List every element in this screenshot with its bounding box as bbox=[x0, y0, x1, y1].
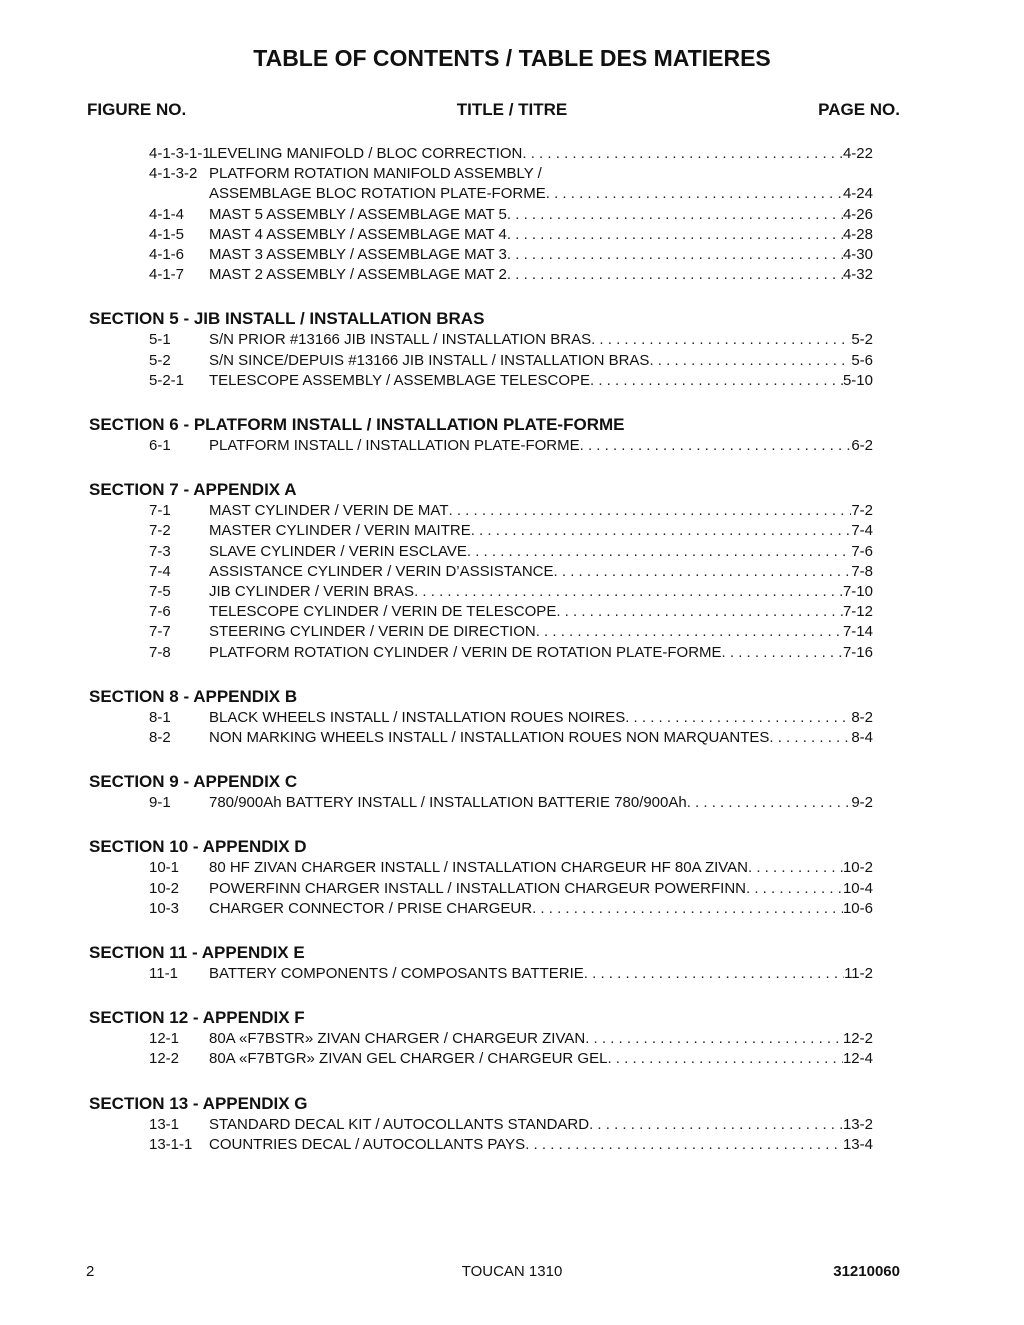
entry-title: CHARGER CONNECTOR / PRISE CHARGEUR bbox=[209, 899, 533, 917]
dot-leader bbox=[471, 522, 852, 539]
entry-title: MAST 5 ASSEMBLY / ASSEMBLAGE MAT 5 bbox=[209, 205, 507, 223]
entry-title: BLACK WHEELS INSTALL / INSTALLATION ROUES NOIRES bbox=[209, 708, 626, 726]
page-number: 13-4 bbox=[842, 1135, 873, 1153]
page-number: 12-4 bbox=[842, 1050, 873, 1068]
entry-line bbox=[209, 1136, 873, 1153]
entry-line bbox=[209, 185, 873, 202]
toc-entry bbox=[149, 623, 873, 643]
figure-number: 13-1-1 bbox=[149, 1135, 193, 1153]
entry-title: PLATFORM ROTATION MANIFOLD ASSEMBLY / bbox=[209, 165, 542, 183]
figure-number: 4-1-3-1-1 bbox=[149, 145, 211, 162]
toc-entry bbox=[149, 1050, 873, 1070]
entry-title: POWERFINN CHARGER INSTALL / INSTALLATION CHARGEUR POWERFINN bbox=[209, 879, 746, 897]
section-heading: SECTION 7 - APPENDIX A bbox=[89, 480, 297, 500]
page-title: TABLE OF CONTENTS / TABLE DES MATIERES bbox=[253, 45, 771, 71]
entry-line bbox=[209, 1116, 873, 1133]
toc-entry bbox=[149, 206, 873, 226]
dot-leader bbox=[649, 352, 851, 369]
entry-title: BATTERY COMPONENTS / COMPOSANTS BATTERIE bbox=[209, 965, 584, 982]
dot-leader bbox=[769, 729, 851, 746]
figure-number: 6-1 bbox=[149, 437, 171, 454]
page-number: 7-6 bbox=[851, 542, 873, 560]
entry-title: ASSISTANCE CYLINDER / VERIN D’ASSISTANCE bbox=[209, 562, 554, 580]
dot-leader bbox=[554, 563, 852, 580]
page-number: 4-26 bbox=[842, 205, 873, 223]
page-number: 8-4 bbox=[851, 729, 873, 746]
column-header-title: TITLE / TITRE bbox=[456, 100, 568, 119]
figure-number: 7-8 bbox=[149, 643, 171, 661]
figure-number: 7-1 bbox=[149, 502, 171, 520]
entry-line bbox=[209, 794, 873, 811]
toc-entry bbox=[149, 145, 873, 165]
entry-title: 80A «F7BSTR» ZIVAN CHARGER / CHARGEUR ZIVAN bbox=[209, 1030, 586, 1048]
toc-entry bbox=[149, 709, 873, 729]
entry-title: JIB CYLINDER / VERIN BRAS bbox=[209, 583, 415, 600]
figure-number: 4-1-4 bbox=[149, 205, 185, 223]
entry-title: NON MARKING WHEELS INSTALL / INSTALLATION ROUES NON MARQUANTES bbox=[209, 729, 770, 746]
toc-entry bbox=[149, 794, 873, 814]
page-number: 8-2 bbox=[851, 708, 873, 726]
page-number: 10-4 bbox=[842, 879, 873, 897]
section-heading: SECTION 6 - PLATFORM INSTALL / INSTALLATION PLATE-FORME bbox=[89, 415, 625, 434]
section-heading: SECTION 12 - APPENDIX F bbox=[89, 1008, 305, 1028]
figure-number: 12-1 bbox=[149, 1030, 180, 1048]
entry-line bbox=[209, 145, 873, 162]
page-number: 7-14 bbox=[842, 623, 873, 641]
dot-leader bbox=[746, 880, 843, 897]
footer-page-number: 2 bbox=[86, 1263, 95, 1280]
page-number: 4-28 bbox=[842, 225, 873, 243]
figure-number: 7-7 bbox=[149, 623, 171, 641]
dot-leader bbox=[591, 331, 851, 348]
entry-line bbox=[209, 266, 873, 283]
footer-model: TOUCAN 1310 bbox=[461, 1263, 563, 1280]
page-number: 11-2 bbox=[844, 965, 873, 982]
dot-leader bbox=[507, 266, 843, 283]
toc-entry bbox=[149, 246, 873, 266]
toc-entry bbox=[149, 644, 873, 664]
entry-line bbox=[209, 226, 873, 243]
page-number: 10-2 bbox=[842, 859, 873, 877]
entry-line bbox=[209, 644, 873, 661]
figure-number: 13-1 bbox=[149, 1115, 180, 1133]
dot-leader bbox=[522, 145, 843, 162]
entry-line bbox=[209, 859, 873, 876]
toc-entry bbox=[149, 331, 873, 351]
page-number: 4-22 bbox=[842, 145, 873, 162]
entry-line bbox=[209, 603, 873, 620]
toc-entry bbox=[149, 165, 873, 185]
toc-entry bbox=[149, 437, 873, 457]
dot-leader bbox=[414, 583, 843, 600]
figure-number: 9-1 bbox=[149, 794, 171, 812]
page-number: 4-30 bbox=[842, 246, 873, 263]
dot-leader bbox=[448, 502, 851, 519]
page-number: 5-10 bbox=[842, 371, 873, 389]
dot-leader bbox=[687, 794, 852, 811]
entry-line bbox=[209, 880, 873, 897]
toc-entry bbox=[149, 543, 873, 563]
toc-entry bbox=[149, 1030, 873, 1050]
entry-title: PLATFORM INSTALL / INSTALLATION PLATE-FORME bbox=[209, 437, 580, 454]
toc-entry bbox=[149, 880, 873, 900]
entry-title: MASTER CYLINDER / VERIN MAITRE bbox=[209, 522, 471, 540]
entry-title: 780/900Ah BATTERY INSTALL / INSTALLATION BATTERIE 780/900Ah bbox=[209, 794, 687, 812]
toc-entry bbox=[149, 1116, 873, 1136]
dot-leader bbox=[625, 709, 851, 726]
toc-entry bbox=[149, 185, 873, 205]
section-heading: SECTION 5 - JIB INSTALL / INSTALLATION BRAS bbox=[89, 309, 485, 329]
entry-line bbox=[209, 563, 873, 580]
figure-number: 11-1 bbox=[149, 965, 178, 982]
figure-number: 7-5 bbox=[149, 583, 171, 600]
entry-title: STEERING CYLINDER / VERIN DE DIRECTION bbox=[209, 623, 536, 641]
toc-entry bbox=[149, 502, 873, 522]
section-heading: SECTION 10 - APPENDIX D bbox=[89, 837, 307, 857]
figure-number: 7-4 bbox=[149, 562, 171, 580]
figure-number: 4-1-7 bbox=[149, 266, 185, 284]
entry-title: MAST CYLINDER / VERIN DE MAT bbox=[209, 502, 449, 520]
toc-entry bbox=[149, 372, 873, 392]
dot-leader bbox=[584, 965, 844, 982]
figure-number: 7-6 bbox=[149, 603, 171, 621]
entry-title: LEVELING MANIFOLD / BLOC CORRECTION bbox=[209, 145, 523, 162]
dot-leader bbox=[546, 185, 843, 202]
entry-line bbox=[209, 522, 873, 539]
entry-title: ASSEMBLAGE BLOC ROTATION PLATE-FORME bbox=[209, 185, 546, 203]
entry-line bbox=[209, 246, 873, 263]
page-number: 7-10 bbox=[842, 583, 873, 600]
entry-line bbox=[209, 729, 873, 746]
dot-leader bbox=[607, 1050, 843, 1067]
entry-title: 80 HF ZIVAN CHARGER INSTALL / INSTALLATION CHARGEUR HF 80A ZIVAN bbox=[209, 859, 748, 877]
dot-leader bbox=[507, 206, 843, 223]
page-number: 6-2 bbox=[851, 437, 873, 454]
entry-line bbox=[209, 331, 873, 348]
toc-entry bbox=[149, 522, 873, 542]
toc-entry bbox=[149, 563, 873, 583]
entry-title: TELESCOPE ASSEMBLY / ASSEMBLAGE TELESCOPE bbox=[209, 371, 590, 389]
dot-leader bbox=[556, 603, 843, 620]
toc-entry bbox=[149, 729, 873, 749]
dot-leader bbox=[507, 226, 843, 243]
dot-leader bbox=[536, 623, 843, 640]
figure-number: 5-1 bbox=[149, 331, 171, 349]
entry-title: STANDARD DECAL KIT / AUTOCOLLANTS STANDARD bbox=[209, 1115, 590, 1133]
figure-number: 8-1 bbox=[149, 708, 171, 726]
dot-leader bbox=[585, 1030, 843, 1047]
column-header-page: PAGE NO. bbox=[818, 100, 900, 119]
figure-number: 4-1-3-2 bbox=[149, 165, 198, 183]
entry-title: SLAVE CYLINDER / VERIN ESCLAVE bbox=[209, 542, 467, 560]
figure-number: 5-2-1 bbox=[149, 371, 185, 389]
entry-title: PLATFORM ROTATION CYLINDER / VERIN DE ROTATION PLATE-FORME bbox=[209, 643, 722, 661]
entry-line bbox=[209, 543, 873, 560]
dot-leader bbox=[580, 437, 852, 454]
toc-entry bbox=[149, 900, 873, 920]
section-heading: SECTION 11 - APPENDIX E bbox=[89, 943, 305, 962]
page-number: 13-2 bbox=[842, 1115, 873, 1133]
figure-number: 10-1 bbox=[149, 859, 180, 877]
toc-entry bbox=[149, 965, 873, 985]
figure-number: 10-3 bbox=[149, 899, 180, 917]
dot-leader bbox=[507, 246, 843, 263]
entry-title: S/N SINCE/DEPUIS #13166 JIB INSTALL / INSTALLATION BRAS bbox=[209, 351, 650, 369]
dot-leader bbox=[532, 900, 843, 917]
page-number: 5-2 bbox=[851, 331, 873, 349]
page-number: 12-2 bbox=[842, 1030, 873, 1048]
entry-line bbox=[209, 437, 873, 454]
entry-line bbox=[209, 709, 873, 726]
dot-leader bbox=[525, 1136, 843, 1153]
page-number: 7-16 bbox=[842, 643, 873, 661]
toc-entry bbox=[149, 603, 873, 623]
figure-number: 7-3 bbox=[149, 542, 171, 560]
toc-entry bbox=[149, 226, 873, 246]
entry-title: TELESCOPE CYLINDER / VERIN DE TELESCOPE bbox=[209, 603, 557, 621]
figure-number: 4-1-6 bbox=[149, 246, 185, 263]
entry-line bbox=[209, 1030, 873, 1047]
toc-entry bbox=[149, 352, 873, 372]
page-number: 10-6 bbox=[842, 899, 873, 917]
page-number: 7-12 bbox=[842, 603, 873, 621]
page-number: 7-4 bbox=[851, 522, 873, 540]
figure-number: 5-2 bbox=[149, 351, 171, 369]
figure-number: 12-2 bbox=[149, 1050, 180, 1068]
column-header-figure: FIGURE NO. bbox=[87, 100, 187, 119]
section-heading: SECTION 8 - APPENDIX B bbox=[89, 686, 298, 706]
dot-leader bbox=[590, 372, 843, 389]
entry-title: MAST 2 ASSEMBLY / ASSEMBLAGE MAT 2 bbox=[209, 266, 507, 284]
entry-line bbox=[209, 900, 873, 917]
dot-leader bbox=[722, 644, 843, 661]
entry-line bbox=[209, 165, 873, 182]
entry-title: MAST 3 ASSEMBLY / ASSEMBLAGE MAT 3 bbox=[209, 246, 507, 263]
page-number: 4-24 bbox=[842, 185, 873, 203]
figure-number: 10-2 bbox=[149, 879, 180, 897]
toc-entry bbox=[149, 1136, 873, 1156]
entry-line bbox=[209, 623, 873, 640]
entry-line bbox=[209, 352, 873, 369]
entry-line bbox=[209, 502, 873, 519]
entry-title: 80A «F7BTGR» ZIVAN GEL CHARGER / CHARGEUR GEL bbox=[209, 1050, 608, 1068]
toc-entry bbox=[149, 266, 873, 286]
toc-entry bbox=[149, 859, 873, 879]
entry-line bbox=[209, 1050, 873, 1067]
entry-line bbox=[209, 583, 873, 600]
figure-number: 7-2 bbox=[149, 522, 171, 540]
figure-number: 8-2 bbox=[149, 729, 171, 746]
entry-line bbox=[209, 372, 873, 389]
entry-title: S/N PRIOR #13166 JIB INSTALL / INSTALLATION BRAS bbox=[209, 331, 592, 349]
toc-entry bbox=[149, 583, 873, 603]
page-number: 7-2 bbox=[851, 502, 873, 520]
page-number: 9-2 bbox=[851, 794, 873, 812]
section-heading: SECTION 9 - APPENDIX C bbox=[89, 772, 298, 792]
section-heading: SECTION 13 - APPENDIX G bbox=[89, 1093, 308, 1113]
footer-doc-number: 31210060 bbox=[833, 1263, 900, 1280]
page-number: 4-32 bbox=[842, 266, 873, 284]
dot-leader bbox=[748, 859, 843, 876]
entry-line bbox=[209, 965, 873, 982]
dot-leader bbox=[467, 543, 851, 560]
entry-line bbox=[209, 206, 873, 223]
entry-title: COUNTRIES DECAL / AUTOCOLLANTS PAYS bbox=[209, 1135, 526, 1153]
entry-title: MAST 4 ASSEMBLY / ASSEMBLAGE MAT 4 bbox=[209, 225, 507, 243]
figure-number: 4-1-5 bbox=[149, 225, 185, 243]
page-number: 7-8 bbox=[851, 562, 873, 580]
page-number: 5-6 bbox=[851, 351, 873, 369]
dot-leader bbox=[589, 1116, 843, 1133]
